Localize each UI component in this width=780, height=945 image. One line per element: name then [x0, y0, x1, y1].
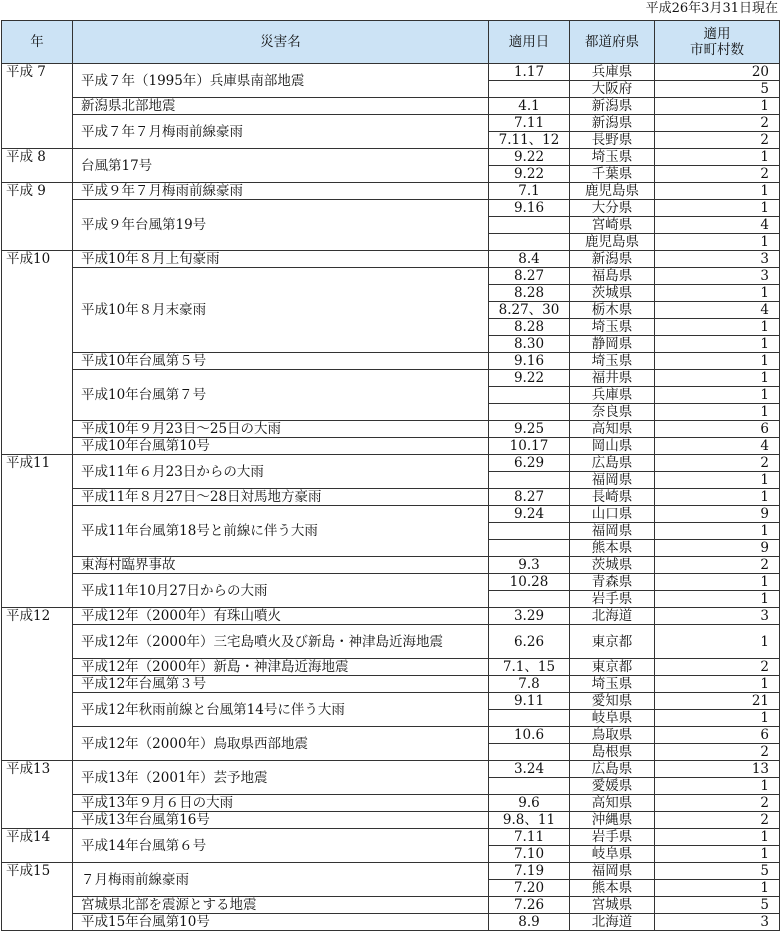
- header-count-line2: 市町村数: [690, 42, 744, 58]
- prefecture-cell: 高知県: [570, 421, 655, 438]
- prefecture-cell: 新潟県: [570, 251, 655, 268]
- municipality-count-cell: 2: [655, 115, 780, 132]
- applied-date-cell: 7.11、12: [489, 132, 570, 149]
- prefecture-cell: 長崎県: [570, 489, 655, 506]
- prefecture-cell: 大分県: [570, 200, 655, 217]
- applied-date-cell: 8.30: [489, 336, 570, 353]
- applied-date-cell: 9.16: [489, 353, 570, 370]
- municipality-count-cell: 2: [655, 132, 780, 149]
- year-cell: 平成13: [2, 761, 73, 829]
- disaster-table: [1, 20, 780, 931]
- header-disaster-name: 災害名: [73, 21, 489, 64]
- header-row: [2, 21, 780, 64]
- disaster-name-cell: 東海村臨界事故: [73, 557, 489, 574]
- prefecture-cell: 埼玉県: [570, 353, 655, 370]
- prefecture-cell: 山口県: [570, 506, 655, 523]
- year-cell: 平成 8: [2, 149, 73, 183]
- prefecture-cell: 熊本県: [570, 880, 655, 897]
- municipality-count-cell: 2: [655, 795, 780, 812]
- municipality-count-cell: 3: [655, 251, 780, 268]
- prefecture-cell: 岡山県: [570, 438, 655, 455]
- applied-date-cell: 8.27、30: [489, 302, 570, 319]
- municipality-count-cell: 3: [655, 914, 780, 931]
- table-row: [2, 421, 780, 438]
- prefecture-cell: 栃木県: [570, 302, 655, 319]
- table-row: [2, 608, 780, 625]
- table-row: [2, 370, 780, 387]
- municipality-count-cell: 4: [655, 217, 780, 234]
- disaster-name-cell: 平成11年台風第18号と前線に伴う大雨: [73, 506, 489, 557]
- municipality-count-cell: 1: [655, 489, 780, 506]
- disaster-name-cell: 平成13年台風第16号: [73, 812, 489, 829]
- table-row: [2, 64, 780, 81]
- table-row: [2, 693, 780, 710]
- prefecture-cell: 埼玉県: [570, 676, 655, 693]
- year-cell: 平成11: [2, 455, 73, 608]
- applied-date-cell: 9.11: [489, 693, 570, 710]
- table-row: [2, 200, 780, 217]
- disaster-name-cell: 平成12年（2000年）鳥取県西部地震: [73, 727, 489, 761]
- year-cell: 平成 9: [2, 183, 73, 251]
- municipality-count-cell: 3: [655, 608, 780, 625]
- disaster-name-cell: 新潟県北部地震: [73, 98, 489, 115]
- applied-date-cell: 7.11: [489, 829, 570, 846]
- applied-date-cell: 6.26: [489, 625, 570, 659]
- year-cell: 平成14: [2, 829, 73, 863]
- prefecture-cell: 兵庫県: [570, 64, 655, 81]
- applied-date-cell: 9.16: [489, 200, 570, 217]
- header-prefecture: 都道府県: [570, 21, 655, 64]
- prefecture-cell: 宮城県: [570, 897, 655, 914]
- applied-date-cell: 7.20: [489, 880, 570, 897]
- table-row: [2, 115, 780, 132]
- municipality-count-cell: 1: [655, 149, 780, 166]
- municipality-count-cell: 1: [655, 710, 780, 727]
- table-row: [2, 489, 780, 506]
- prefecture-cell: 岐阜県: [570, 846, 655, 863]
- applied-date-cell: 10.6: [489, 727, 570, 744]
- municipality-count-cell: 2: [655, 659, 780, 676]
- municipality-count-cell: 1: [655, 200, 780, 217]
- header-year: 年: [2, 21, 73, 64]
- applied-date-cell: [489, 472, 570, 489]
- applied-date-cell: [489, 710, 570, 727]
- disaster-name-cell: 平成15年台風第10号: [73, 914, 489, 931]
- table-row: [2, 183, 780, 200]
- prefecture-cell: 東京都: [570, 625, 655, 659]
- table-body: [2, 64, 780, 931]
- applied-date-cell: 8.28: [489, 319, 570, 336]
- disaster-name-cell: ７月梅雨前線豪雨: [73, 863, 489, 897]
- as-of-date-note: 平成26年3月31日現在: [645, 1, 778, 16]
- applied-date-cell: 4.1: [489, 98, 570, 115]
- disaster-name-cell: 平成11年６月23日からの大雨: [73, 455, 489, 489]
- municipality-count-cell: 2: [655, 557, 780, 574]
- table-row: [2, 251, 780, 268]
- disaster-name-cell: 平成13年９月６日の大雨: [73, 795, 489, 812]
- prefecture-cell: 静岡県: [570, 336, 655, 353]
- prefecture-cell: 福島県: [570, 268, 655, 285]
- municipality-count-cell: 1: [655, 625, 780, 659]
- table-row: [2, 574, 780, 591]
- municipality-count-cell: 1: [655, 880, 780, 897]
- applied-date-cell: 8.27: [489, 268, 570, 285]
- applied-date-cell: 7.1: [489, 183, 570, 200]
- applied-date-cell: 8.27: [489, 489, 570, 506]
- applied-date-cell: 8.9: [489, 914, 570, 931]
- municipality-count-cell: 4: [655, 438, 780, 455]
- applied-date-cell: [489, 387, 570, 404]
- applied-date-cell: 10.17: [489, 438, 570, 455]
- municipality-count-cell: 2: [655, 812, 780, 829]
- disaster-name-cell: 平成11年８月27日～28日対馬地方豪雨: [73, 489, 489, 506]
- prefecture-cell: 奈良県: [570, 404, 655, 421]
- applied-date-cell: 7.1、15: [489, 659, 570, 676]
- applied-date-cell: 9.6: [489, 795, 570, 812]
- applied-date-cell: 1.17: [489, 64, 570, 81]
- disaster-name-cell: 平成12年（2000年）三宅島噴火及び新島・神津島近海地震: [73, 625, 489, 659]
- municipality-count-cell: 2: [655, 166, 780, 183]
- disaster-name-cell: 平成11年10月27日からの大雨: [73, 574, 489, 608]
- applied-date-cell: 3.29: [489, 608, 570, 625]
- disaster-name-cell: 平成12年台風第３号: [73, 676, 489, 693]
- municipality-count-cell: 5: [655, 81, 780, 98]
- prefecture-cell: 広島県: [570, 761, 655, 778]
- prefecture-cell: 埼玉県: [570, 319, 655, 336]
- municipality-count-cell: 6: [655, 727, 780, 744]
- prefecture-cell: 北海道: [570, 608, 655, 625]
- municipality-count-cell: 1: [655, 336, 780, 353]
- applied-date-cell: 7.10: [489, 846, 570, 863]
- applied-date-cell: 7.19: [489, 863, 570, 880]
- applied-date-cell: 8.28: [489, 285, 570, 302]
- table-row: [2, 98, 780, 115]
- municipality-count-cell: 1: [655, 98, 780, 115]
- municipality-count-cell: 3: [655, 268, 780, 285]
- applied-date-cell: 9.24: [489, 506, 570, 523]
- year-cell: 平成15: [2, 863, 73, 931]
- prefecture-cell: 福井県: [570, 370, 655, 387]
- table-row: [2, 557, 780, 574]
- prefecture-cell: 福岡県: [570, 472, 655, 489]
- municipality-count-cell: 1: [655, 778, 780, 795]
- prefecture-cell: 兵庫県: [570, 387, 655, 404]
- applied-date-cell: 10.28: [489, 574, 570, 591]
- table-row: [2, 914, 780, 931]
- disaster-name-cell: 平成12年（2000年）新島・神津島近海地震: [73, 659, 489, 676]
- table-row: [2, 863, 780, 880]
- disaster-name-cell: 平成７年（1995年）兵庫県南部地震: [73, 64, 489, 98]
- prefecture-cell: 福岡県: [570, 863, 655, 880]
- municipality-count-cell: 1: [655, 472, 780, 489]
- applied-date-cell: [489, 81, 570, 98]
- disaster-name-cell: 平成12年秋雨前線と台風第14号に伴う大雨: [73, 693, 489, 727]
- applied-date-cell: 7.8: [489, 676, 570, 693]
- table-row: [2, 353, 780, 370]
- prefecture-cell: 青森県: [570, 574, 655, 591]
- prefecture-cell: 鳥取県: [570, 727, 655, 744]
- municipality-count-cell: 4: [655, 302, 780, 319]
- municipality-count-cell: 1: [655, 353, 780, 370]
- municipality-count-cell: 1: [655, 370, 780, 387]
- municipality-count-cell: 1: [655, 591, 780, 608]
- prefecture-cell: 高知県: [570, 795, 655, 812]
- prefecture-cell: 鹿児島県: [570, 183, 655, 200]
- municipality-count-cell: 5: [655, 897, 780, 914]
- prefecture-cell: 東京都: [570, 659, 655, 676]
- table-row: [2, 625, 780, 659]
- municipality-count-cell: 20: [655, 64, 780, 81]
- prefecture-cell: 茨城県: [570, 557, 655, 574]
- prefecture-cell: 福岡県: [570, 523, 655, 540]
- applied-date-cell: 9.25: [489, 421, 570, 438]
- disaster-name-cell: 平成13年（2001年）芸予地震: [73, 761, 489, 795]
- municipality-count-cell: 1: [655, 523, 780, 540]
- applied-date-cell: [489, 523, 570, 540]
- municipality-count-cell: 13: [655, 761, 780, 778]
- table-row: [2, 659, 780, 676]
- municipality-count-cell: 6: [655, 421, 780, 438]
- prefecture-cell: 新潟県: [570, 115, 655, 132]
- prefecture-cell: 島根県: [570, 744, 655, 761]
- municipality-count-cell: 9: [655, 506, 780, 523]
- applied-date-cell: 9.22: [489, 370, 570, 387]
- prefecture-cell: 広島県: [570, 455, 655, 472]
- table-row: [2, 829, 780, 846]
- municipality-count-cell: 21: [655, 693, 780, 710]
- year-cell: 平成12: [2, 608, 73, 761]
- applied-date-cell: 8.4: [489, 251, 570, 268]
- table-row: [2, 268, 780, 285]
- disaster-name-cell: 平成12年（2000年）有珠山噴火: [73, 608, 489, 625]
- municipality-count-cell: 1: [655, 846, 780, 863]
- prefecture-cell: 北海道: [570, 914, 655, 931]
- prefecture-cell: 岩手県: [570, 591, 655, 608]
- table-row: [2, 812, 780, 829]
- prefecture-cell: 愛媛県: [570, 778, 655, 795]
- header-applied-date: 適用日: [489, 21, 570, 64]
- applied-date-cell: 9.8、11: [489, 812, 570, 829]
- municipality-count-cell: 1: [655, 285, 780, 302]
- applied-date-cell: [489, 591, 570, 608]
- table-row: [2, 761, 780, 778]
- disaster-name-cell: 平成７年７月梅雨前線豪雨: [73, 115, 489, 149]
- prefecture-cell: 愛知県: [570, 693, 655, 710]
- header-count-line1: 適用: [703, 26, 731, 42]
- table-header: [2, 21, 780, 64]
- municipality-count-cell: 1: [655, 829, 780, 846]
- applied-date-cell: 6.29: [489, 455, 570, 472]
- municipality-count-cell: 9: [655, 540, 780, 557]
- prefecture-cell: 千葉県: [570, 166, 655, 183]
- municipality-count-cell: 5: [655, 863, 780, 880]
- disaster-name-cell: 平成９年台風第19号: [73, 200, 489, 251]
- disaster-name-cell: 平成10年台風第10号: [73, 438, 489, 455]
- prefecture-cell: 岐阜県: [570, 710, 655, 727]
- municipality-count-cell: 1: [655, 234, 780, 251]
- prefecture-cell: 鹿児島県: [570, 234, 655, 251]
- applied-date-cell: [489, 234, 570, 251]
- disaster-name-cell: 平成10年台風第５号: [73, 353, 489, 370]
- table-row: [2, 506, 780, 523]
- table-row: [2, 676, 780, 693]
- applied-date-cell: 9.3: [489, 557, 570, 574]
- municipality-count-cell: 1: [655, 404, 780, 421]
- disaster-name-cell: 台風第17号: [73, 149, 489, 183]
- prefecture-cell: 沖縄県: [570, 812, 655, 829]
- applied-date-cell: 9.22: [489, 166, 570, 183]
- disaster-name-cell: 平成14年台風第６号: [73, 829, 489, 863]
- prefecture-cell: 大阪府: [570, 81, 655, 98]
- table-row: [2, 727, 780, 744]
- prefecture-cell: 茨城県: [570, 285, 655, 302]
- table-row: [2, 795, 780, 812]
- year-cell: 平成10: [2, 251, 73, 455]
- applied-date-cell: [489, 217, 570, 234]
- municipality-count-cell: 2: [655, 744, 780, 761]
- municipality-count-cell: 1: [655, 574, 780, 591]
- prefecture-cell: 宮崎県: [570, 217, 655, 234]
- table-row: [2, 149, 780, 166]
- disaster-name-cell: 平成10年８月上旬豪雨: [73, 251, 489, 268]
- prefecture-cell: 新潟県: [570, 98, 655, 115]
- applied-date-cell: 7.11: [489, 115, 570, 132]
- disaster-name-cell: 平成10年台風第７号: [73, 370, 489, 421]
- municipality-count-cell: 2: [655, 455, 780, 472]
- municipality-count-cell: 1: [655, 676, 780, 693]
- prefecture-cell: 長野県: [570, 132, 655, 149]
- applied-date-cell: [489, 540, 570, 557]
- table-row: [2, 438, 780, 455]
- year-cell: 平成 7: [2, 64, 73, 149]
- prefecture-cell: 熊本県: [570, 540, 655, 557]
- disaster-name-cell: 宮城県北部を震源とする地震: [73, 897, 489, 914]
- prefecture-cell: 埼玉県: [570, 149, 655, 166]
- table-row: [2, 455, 780, 472]
- applied-date-cell: 9.22: [489, 149, 570, 166]
- disaster-name-cell: 平成10年８月末豪雨: [73, 268, 489, 353]
- applied-date-cell: [489, 778, 570, 795]
- table-row: [2, 897, 780, 914]
- municipality-count-cell: 1: [655, 387, 780, 404]
- applied-date-cell: 7.26: [489, 897, 570, 914]
- municipality-count-cell: 1: [655, 183, 780, 200]
- prefecture-cell: 岩手県: [570, 829, 655, 846]
- applied-date-cell: 3.24: [489, 761, 570, 778]
- header-municipality-count: [655, 21, 780, 64]
- municipality-count-cell: 1: [655, 319, 780, 336]
- applied-date-cell: [489, 744, 570, 761]
- disaster-name-cell: 平成10年９月23日～25日の大雨: [73, 421, 489, 438]
- applied-date-cell: [489, 404, 570, 421]
- disaster-name-cell: 平成９年７月梅雨前線豪雨: [73, 183, 489, 200]
